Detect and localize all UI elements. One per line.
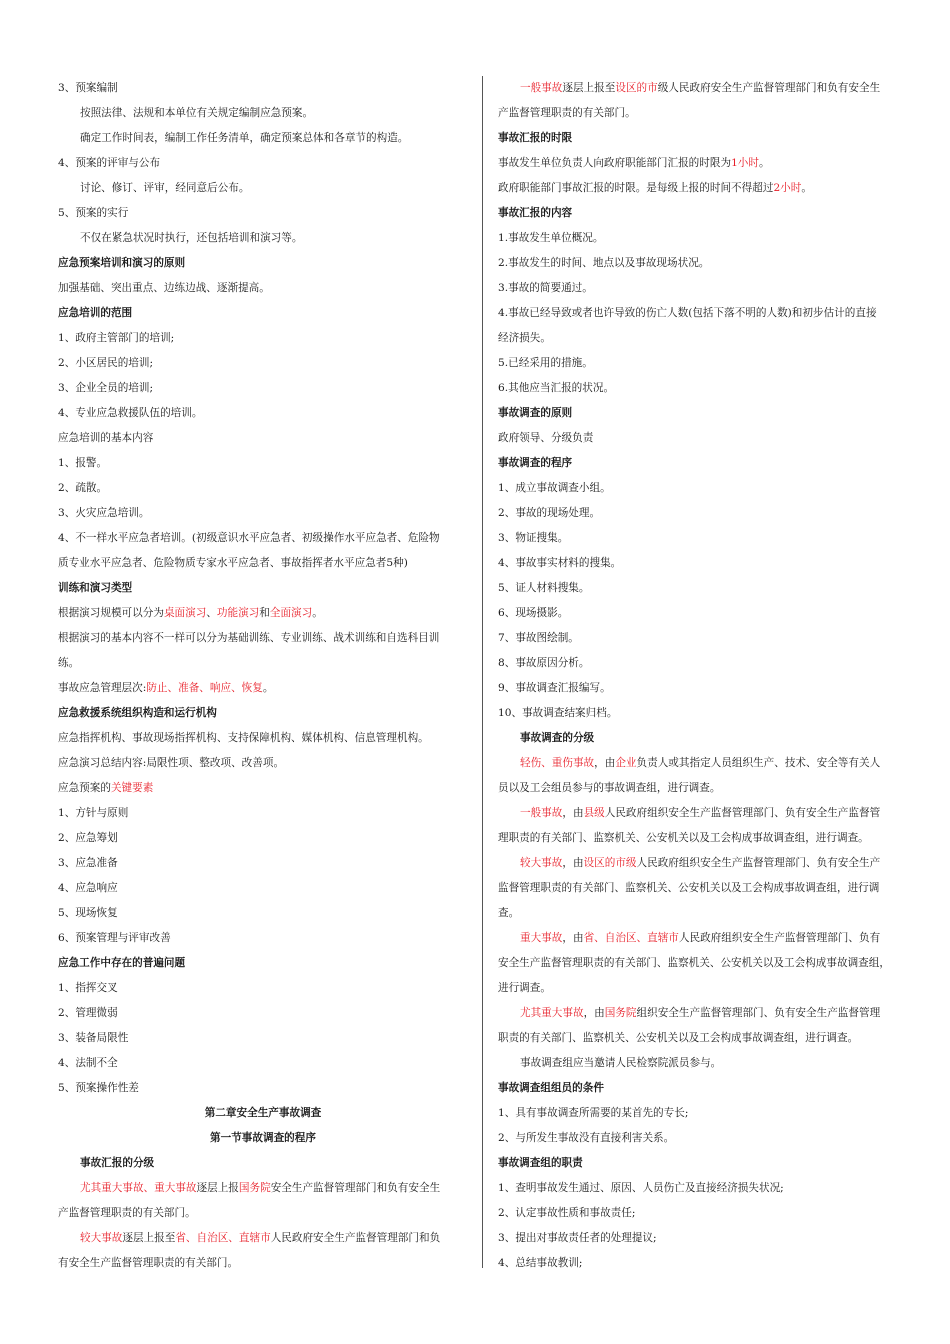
text-line xyxy=(498,251,910,276)
section-heading xyxy=(498,726,910,751)
text-span: 员以及工会组员参与的事故调查组，进行调查。 xyxy=(498,782,721,794)
text-span: 2、小区居民的培训; xyxy=(58,357,154,369)
text-span: 训练和演习类型 xyxy=(58,582,133,594)
text-line xyxy=(498,976,910,1001)
text-span: ，由 xyxy=(562,807,584,819)
text-span: 人民政府组织安全生产监督管理部门、负有 xyxy=(678,932,881,944)
text-span: 8、事故原因分析。 xyxy=(498,657,590,669)
text-line xyxy=(58,451,468,476)
text-span: 事故调查组的职责 xyxy=(498,1157,583,1169)
text-span: 9、事故调查汇报编写。 xyxy=(498,682,611,694)
text-span: 事故调查的原则 xyxy=(498,407,573,419)
column-divider xyxy=(482,76,483,1268)
right-column xyxy=(498,76,910,1276)
highlighted-text: 国务院 xyxy=(604,1007,637,1019)
text-span: 理职责的有关部门、监察机关、公安机关以及工会构成事故调查组，进行调查。 xyxy=(498,832,869,844)
text-span: 根据演习的基本内容不一样可以分为基础训练、专业训练、战术训练和自选科目训 xyxy=(58,632,440,644)
text-span: 政府领导、分级负责 xyxy=(498,432,594,444)
text-span: 4、不一样水平应急者培训。(初级意识水平应急者、初级操作水平应急者、危险物 xyxy=(58,532,440,544)
section-heading xyxy=(58,951,468,976)
text-span: 讨论、修订、评审，经同意后公布。 xyxy=(80,182,250,194)
text-line xyxy=(498,576,910,601)
text-span: 逐层上报至 xyxy=(122,1232,176,1244)
text-line xyxy=(58,626,468,651)
text-span: 和 xyxy=(259,607,270,619)
text-span: 2、管理微弱 xyxy=(58,1007,118,1019)
text-span: 练。 xyxy=(58,657,80,669)
text-line xyxy=(498,676,910,701)
chapter-title xyxy=(58,1126,468,1151)
text-line xyxy=(58,151,468,176)
highlighted-text: 较大事故 xyxy=(80,1232,123,1244)
text-line xyxy=(498,951,910,976)
text-span: ，由 xyxy=(594,757,616,769)
text-span: 3、提出对事故责任者的处理提议; xyxy=(498,1232,657,1244)
text-span: 5、预案的实行 xyxy=(58,207,129,219)
text-span: 应急工作中存在的普遍问题 xyxy=(58,957,186,969)
text-span: 4、预案的评审与公布 xyxy=(58,157,161,169)
highlighted-text: 功能演习 xyxy=(216,607,260,619)
text-line xyxy=(498,701,910,726)
highlighted-text: 企业 xyxy=(615,757,637,769)
text-span: 逐层上报 xyxy=(196,1182,239,1194)
text-span: 1、成立事故调查小组。 xyxy=(498,482,611,494)
highlighted-text: 重大事故 xyxy=(520,932,563,944)
text-line xyxy=(498,626,910,651)
text-line xyxy=(58,476,468,501)
text-line xyxy=(58,551,468,576)
text-line xyxy=(498,751,910,776)
text-line xyxy=(58,501,468,526)
text-span: 有安全生产监督管理职责的有关部门。 xyxy=(58,1257,239,1269)
text-line xyxy=(498,901,910,926)
text-line xyxy=(58,1001,468,1026)
text-line xyxy=(498,826,910,851)
text-span: 安全生产监督管理部门和负有安全生 xyxy=(270,1182,441,1194)
text-line xyxy=(58,926,468,951)
text-line xyxy=(498,326,910,351)
text-line xyxy=(58,676,468,701)
text-span: 事故调查的程序 xyxy=(498,457,573,469)
text-span: 人民政府组织安全生产监督管理部门、负有安全生产监督管 xyxy=(604,807,881,819)
text-line xyxy=(498,1101,910,1126)
text-line xyxy=(58,1251,468,1276)
text-line xyxy=(498,476,910,501)
text-line xyxy=(498,1176,910,1201)
highlighted-text: 桌面演习 xyxy=(163,607,207,619)
section-heading xyxy=(498,1151,910,1176)
text-span: 1、查明事故发生通过、原因、人员伤亡及直接经济损失状况; xyxy=(498,1182,784,1194)
text-line xyxy=(498,376,910,401)
text-line xyxy=(58,176,468,201)
text-line xyxy=(58,751,468,776)
text-span: 职责的有关部门、监察机关、公安机关以及工会构成事故调查组，进行调查。 xyxy=(498,1032,859,1044)
text-line xyxy=(498,426,910,451)
section-heading xyxy=(58,301,468,326)
section-heading xyxy=(498,401,910,426)
text-span: 质专业水平应急者、危险物质专家水平应急者、事故指挥者水平应急者5种) xyxy=(58,557,408,569)
text-line xyxy=(58,201,468,226)
text-span: 事故调查组应当邀请人民检察院派员参与。 xyxy=(520,1057,722,1069)
text-line xyxy=(58,276,468,301)
text-line xyxy=(498,926,910,951)
text-span: 3、企业全员的培训; xyxy=(58,382,154,394)
text-span: 应急指挥机构、事故现场指挥机构、支持保障机构、媒体机构、信息管理机构。 xyxy=(58,732,429,744)
text-span: 3、预案编制 xyxy=(58,82,118,94)
highlighted-text: 省、自治区、直辖市 xyxy=(583,932,679,944)
chapter-title xyxy=(58,1101,468,1126)
text-span: 4、法制不全 xyxy=(58,1057,118,1069)
text-line xyxy=(58,1201,468,1226)
text-line xyxy=(498,176,910,201)
text-line xyxy=(498,551,910,576)
text-span: 4.事故已经导致或者也许导致的伤亡人数(包括下落不明的人数)和初步估计的直接 xyxy=(498,307,877,319)
text-line xyxy=(498,651,910,676)
text-line xyxy=(58,76,468,101)
text-span: 确定工作时间表，编制工作任务清单，确定预案总体和各章节的构造。 xyxy=(80,132,409,144)
text-span: 5.已经采用的措施。 xyxy=(498,357,593,369)
text-line xyxy=(498,776,910,801)
text-span: 6、预案管理与评审改善 xyxy=(58,932,171,944)
text-span: 产监督管理职责的有关部门。 xyxy=(58,1207,196,1219)
text-span: 1、报警。 xyxy=(58,457,108,469)
text-line xyxy=(498,1201,910,1226)
text-span: 逐层上报至 xyxy=(562,82,616,94)
text-line xyxy=(58,401,468,426)
text-span: 人民政府组织安全生产监督管理部门、负有安全生产 xyxy=(636,857,881,869)
text-line xyxy=(58,826,468,851)
highlighted-text: 1小时 xyxy=(731,157,759,169)
text-line xyxy=(498,1226,910,1251)
text-span: 2、事故的现场处理。 xyxy=(498,507,601,519)
text-line xyxy=(498,1051,910,1076)
text-span: 3、装备局限性 xyxy=(58,1032,129,1044)
highlighted-text: 较大事故 xyxy=(520,857,563,869)
section-heading xyxy=(58,1151,468,1176)
highlighted-text: 尤其重大事故、重大事故 xyxy=(80,1182,197,1194)
text-line xyxy=(58,351,468,376)
text-line xyxy=(58,851,468,876)
text-span: 事故汇报的分级 xyxy=(80,1157,155,1169)
text-span: 1、具有事故调查所需要的某首先的专长; xyxy=(498,1107,689,1119)
highlighted-text: 国务院 xyxy=(238,1182,271,1194)
text-line xyxy=(498,1126,910,1151)
text-line xyxy=(58,426,468,451)
highlighted-text: 一般事故 xyxy=(520,82,563,94)
text-line xyxy=(58,226,468,251)
highlighted-text: 关键要素 xyxy=(110,782,154,794)
text-line xyxy=(58,726,468,751)
text-span: 5、证人材料搜集。 xyxy=(498,582,590,594)
text-span: 。 xyxy=(312,607,323,619)
text-span: 应急培训的基本内容 xyxy=(58,432,154,444)
text-span: 根据演习规模可以分为 xyxy=(58,607,164,619)
text-span: 进行调查。 xyxy=(498,982,551,994)
text-span: 事故汇报的内容 xyxy=(498,207,573,219)
text-span: 应急预案的 xyxy=(58,782,111,794)
section-heading xyxy=(58,251,468,276)
section-heading xyxy=(58,576,468,601)
text-span: 应急救援系统组织构造和运行机构 xyxy=(58,707,217,719)
text-span: 2、与所发生事故没有直接利害关系。 xyxy=(498,1132,675,1144)
text-line xyxy=(58,326,468,351)
text-span: 4、事故事实材料的搜集。 xyxy=(498,557,622,569)
left-column xyxy=(58,76,468,1276)
text-line xyxy=(498,501,910,526)
text-line xyxy=(58,1076,468,1101)
text-line xyxy=(498,101,910,126)
text-span: 事故调查的分级 xyxy=(520,732,595,744)
text-span: 事故汇报的时限 xyxy=(498,132,573,144)
text-span: 安全生产监督管理职责的有关部门、监察机关、公安机关以及工会构成事故调查组， xyxy=(498,957,890,969)
text-span: 7、事故图绘制。 xyxy=(498,632,579,644)
text-span: 第二章安全生产事故调查 xyxy=(204,1107,322,1119)
text-span: 加强基础、突出重点、边练边战、逐渐提高。 xyxy=(58,282,270,294)
text-line xyxy=(498,526,910,551)
section-heading xyxy=(58,701,468,726)
section-heading xyxy=(498,1076,910,1101)
text-span: 2、应急筹划 xyxy=(58,832,118,844)
text-span: 4、应急响应 xyxy=(58,882,118,894)
text-line xyxy=(498,151,910,176)
text-span: 级人民政府安全生产监督管理部门和负有安全生 xyxy=(657,82,881,94)
text-line xyxy=(58,901,468,926)
text-line xyxy=(498,876,910,901)
text-span: 组织安全生产监督管理部门、负有安全生产监督管理 xyxy=(636,1007,881,1019)
text-span: 1、方针与原则 xyxy=(58,807,129,819)
text-span: 。 xyxy=(759,157,770,169)
text-span: 6、现场摄影。 xyxy=(498,607,569,619)
text-line xyxy=(498,801,910,826)
text-span: 4、总结事故教训; xyxy=(498,1257,583,1269)
text-span: 政府职能部门事故汇报的时限。是每级上报的时间不得超过 xyxy=(498,182,774,194)
text-span: 2、认定事故性质和事故责任; xyxy=(498,1207,636,1219)
text-line xyxy=(58,651,468,676)
text-line xyxy=(58,1176,468,1201)
text-span: 事故应急管理层次: xyxy=(58,682,147,694)
text-line xyxy=(498,226,910,251)
text-span: 4、专业应急救援队伍的培训。 xyxy=(58,407,203,419)
text-span: 人民政府安全生产监督管理部门和负 xyxy=(270,1232,441,1244)
text-span: 10、事故调查结案归档。 xyxy=(498,707,618,719)
text-line xyxy=(498,76,910,101)
text-span: 应急演习总结内容:局限性项、整改项、改善项。 xyxy=(58,757,285,769)
section-heading xyxy=(498,451,910,476)
highlighted-text: 尤其重大事故 xyxy=(520,1007,584,1019)
text-span: 5、预案操作性差 xyxy=(58,1082,139,1094)
text-line xyxy=(498,351,910,376)
text-line xyxy=(498,276,910,301)
text-span: 应急预案培训和演习的原则 xyxy=(58,257,186,269)
text-line xyxy=(58,1026,468,1051)
text-span: 事故发生单位负责人向政府职能部门汇报的时限为 xyxy=(498,157,732,169)
text-span: 第一节事故调查的程序 xyxy=(210,1132,316,1144)
text-span: 经济损失。 xyxy=(498,332,551,344)
text-span: 3、火灾应急培训。 xyxy=(58,507,150,519)
text-line xyxy=(58,526,468,551)
text-line xyxy=(498,601,910,626)
highlighted-text: 防止、准备、响应、恢复 xyxy=(146,682,263,694)
text-line xyxy=(58,126,468,151)
text-span: 查。 xyxy=(498,907,520,919)
text-span: 2.事故发生的时间、地点以及事故现场状况。 xyxy=(498,257,710,269)
highlighted-text: 2小时 xyxy=(773,182,802,194)
text-span: 监督管理职责的有关部门、监察机关、公安机关以及工会构成事故调查组，进行调 xyxy=(498,882,880,894)
text-span: 产监督管理职责的有关部门。 xyxy=(498,107,636,119)
highlighted-text: 一般事故 xyxy=(520,807,563,819)
highlighted-text: 县级 xyxy=(583,807,605,819)
highlighted-text: 设区的市级 xyxy=(583,857,637,869)
text-span: 3、物证搜集。 xyxy=(498,532,569,544)
text-line xyxy=(58,876,468,901)
text-span: 按照法律、法规和本单位有关规定编制应急预案。 xyxy=(80,107,314,119)
text-line xyxy=(58,776,468,801)
text-line xyxy=(58,976,468,1001)
text-span: 1、指挥交叉 xyxy=(58,982,118,994)
text-line xyxy=(58,801,468,826)
highlighted-text: 轻伤、重伤事故 xyxy=(520,757,595,769)
text-line xyxy=(498,1251,910,1276)
highlighted-text: 省、自治区、直辖市 xyxy=(175,1232,271,1244)
text-span: 1.事故发生单位概况。 xyxy=(498,232,604,244)
text-span: 2、疏散。 xyxy=(58,482,108,494)
text-span: 5、现场恢复 xyxy=(58,907,118,919)
text-line xyxy=(58,101,468,126)
text-span: 、 xyxy=(206,607,217,619)
text-span: ，由 xyxy=(562,932,584,944)
text-line xyxy=(58,1051,468,1076)
text-span: ，由 xyxy=(583,1007,605,1019)
text-span: 应急培训的范围 xyxy=(58,307,133,319)
text-line xyxy=(498,301,910,326)
text-line xyxy=(58,376,468,401)
text-span: 3、应急准备 xyxy=(58,857,118,869)
section-heading xyxy=(498,126,910,151)
text-line xyxy=(58,1226,468,1251)
highlighted-text: 设区的市 xyxy=(615,82,658,94)
text-span: 6.其他应当汇报的状况。 xyxy=(498,382,615,394)
text-span: ，由 xyxy=(562,857,584,869)
text-span: 1、政府主管部门的培训; xyxy=(58,332,175,344)
text-span: 。 xyxy=(801,182,812,194)
text-line xyxy=(498,1001,910,1026)
text-span: 不仅在紧急状况时执行，还包括培训和演习等。 xyxy=(80,232,303,244)
text-line xyxy=(58,601,468,626)
text-line xyxy=(498,1026,910,1051)
text-span: 。 xyxy=(262,682,274,694)
section-heading xyxy=(498,201,910,226)
text-line xyxy=(498,851,910,876)
text-span: 负责人或其指定人员组织生产、技术、安全等有关人 xyxy=(636,757,881,769)
text-span: 事故调查组组员的条件 xyxy=(498,1082,604,1094)
text-span: 3.事故的简要通过。 xyxy=(498,282,593,294)
highlighted-text: 全面演习 xyxy=(269,607,313,619)
